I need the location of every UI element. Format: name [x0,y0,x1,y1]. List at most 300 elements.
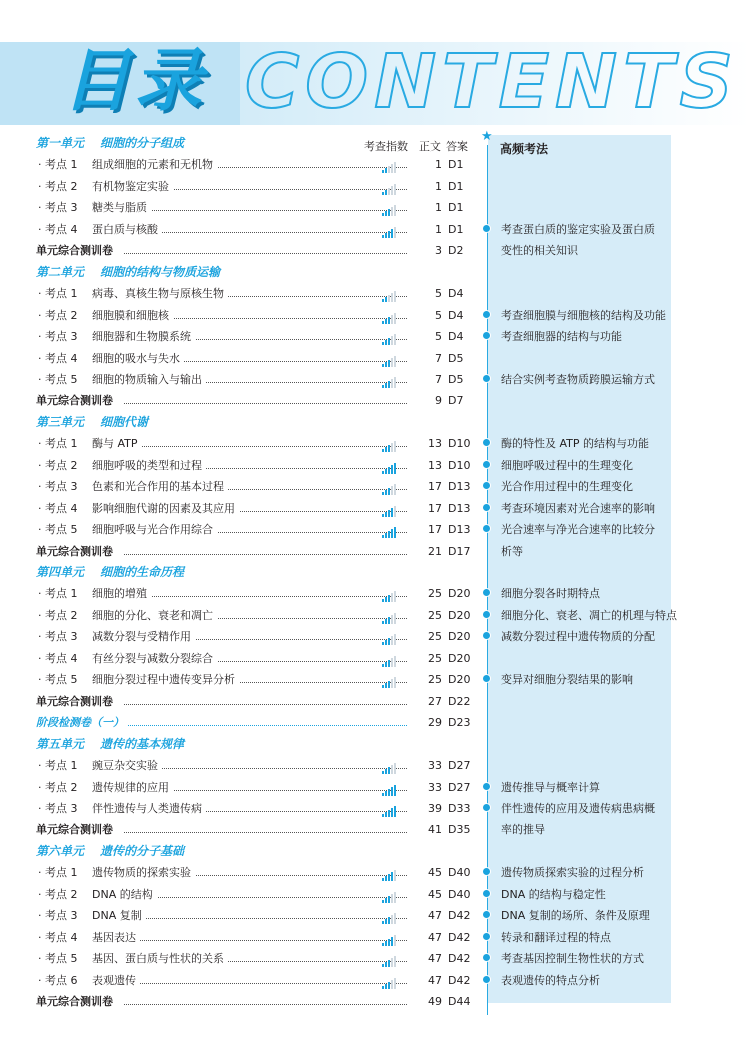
review-title: 单元综合测训卷 [36,819,117,840]
toc-item[interactable] [32,905,472,926]
topic-name: 影响细胞代谢的因素及其应用 [92,498,239,519]
answer-page: D33 [448,801,471,815]
difficulty-bar [388,638,390,645]
bullet-dot-icon [482,224,491,233]
unit-number: 第三单元 [36,414,85,429]
answer-page: D10 [448,437,471,451]
note-text: 酶的特性及 ATP 的结构与功能 [501,437,650,451]
difficulty-bar [391,336,393,345]
toc-item[interactable] [32,862,472,883]
note-text: 细胞呼吸过程中的生理变化 [501,458,633,472]
difficulty-bar [388,317,390,324]
dot-leader [124,554,407,555]
answer-page: D20 [448,608,471,622]
difficulty-bar [391,229,393,238]
unit-title: 细胞代谢 [100,414,149,429]
toc-item[interactable] [32,219,472,240]
toc-item[interactable] [32,348,472,369]
difficulty-bars-icon [382,290,400,302]
page-number: 25 [428,587,442,601]
col-text: 正文 [419,140,441,153]
unit-review-row[interactable] [32,240,472,261]
topic-label: · 考点 1 [38,158,78,172]
topic-note [482,583,672,604]
difficulty-bar [391,486,393,495]
topic-label: · 考点 4 [38,501,78,515]
toc-item[interactable] [32,970,472,991]
topic-name: 基因、蛋白质与性状的关系 [92,948,228,969]
difficulty-bar [388,488,390,495]
note-text: 光合作用过程中的生理变化 [501,480,633,494]
difficulty-bar [391,765,393,774]
topic-name: 组成细胞的元素和无机物 [92,154,217,175]
difficulty-bar [385,233,387,238]
topic-note [482,219,672,262]
difficulty-bars-icon [382,483,400,495]
star-icon: ★ [481,129,493,144]
difficulty-bar [391,443,393,452]
topic-name: 细胞呼吸与光合作用综合 [92,519,217,540]
unit-review-row[interactable] [32,819,472,840]
difficulty-bar [385,362,387,367]
title-english: CONTENTS [245,39,739,125]
page-number: 29 [428,716,442,730]
topic-label: · 考点 3 [38,480,78,494]
unit-review-row[interactable] [32,691,472,712]
page-number: 9 [435,394,442,408]
difficulty-bar [382,535,384,538]
toc-item[interactable] [32,455,472,476]
unit-title: 遗传的分子基础 [100,843,185,858]
difficulty-bar [382,771,384,774]
page-number: 13 [428,437,442,451]
topic-name: 有丝分裂与减数分裂综合 [92,648,217,669]
difficulty-bar [388,896,390,903]
unit-title: 细胞的生命历程 [100,565,185,579]
difficulty-bar [394,527,396,538]
difficulty-bar [382,492,384,495]
topic-label: · 考点 2 [38,458,78,472]
answer-page: D13 [448,480,471,494]
toc-item[interactable] [32,626,472,647]
toc-item[interactable] [32,369,472,390]
note-text: 伴性遗传的应用及遗传病患病概 [501,801,655,815]
answer-page: D27 [448,759,471,773]
difficulty-bars-icon [382,762,400,774]
page-number: 25 [428,673,442,687]
toc-item[interactable] [32,326,472,347]
difficulty-bars-icon [382,955,400,967]
note-text: 遗传推导与概率计算 [501,780,600,794]
page-number: 5 [435,330,442,344]
topic-label: · 考点 6 [38,973,78,987]
difficulty-bar [388,982,390,989]
note-text: 考查蛋白质的鉴定实验及蛋白质 [501,222,655,236]
topic-label: · 考点 3 [38,201,78,215]
review-title: 单元综合测训卷 [36,390,117,411]
difficulty-bar [394,356,396,367]
difficulty-bar [394,656,396,667]
bullet-dot-icon [482,932,491,941]
topic-note [482,455,672,476]
difficulty-bar [382,342,384,345]
topic-label: · 考点 4 [38,222,78,236]
topic-name: DNA 的结构 [92,884,157,905]
toc-item[interactable] [32,154,472,175]
answer-page: D1 [448,179,464,193]
unit-title: 遗传的基本规律 [100,736,185,751]
difficulty-bar [391,636,393,645]
unit-heading [32,562,472,583]
dot-leader [124,704,407,705]
topic-name: 细胞呼吸的类型和过程 [92,455,206,476]
difficulty-bar [391,315,393,324]
difficulty-bars-icon [382,204,400,216]
difficulty-bar [394,291,396,302]
page-number: 49 [428,995,442,1008]
topic-name: 豌豆杂交实验 [92,755,162,776]
difficulty-bar [385,469,387,474]
difficulty-bars-icon [382,161,400,173]
difficulty-bar [388,338,390,345]
toc-item[interactable] [32,498,472,519]
topic-label: · 考点 1 [38,287,78,301]
difficulty-bar [385,662,387,667]
answer-page: D42 [448,973,471,987]
bullet-dot-icon [482,331,491,340]
difficulty-bar [388,381,390,388]
topic-label: · 考点 3 [38,630,78,644]
topic-name: 减数分裂与受精作用 [92,626,195,647]
difficulty-bar [385,447,387,452]
answer-page: D23 [448,716,471,730]
difficulty-bar [388,467,390,474]
difficulty-bar [394,334,396,345]
topic-label: · 考点 1 [38,587,78,601]
topic-label: · 考点 4 [38,930,78,944]
difficulty-bars-icon [382,891,400,903]
bullet-dot-icon [482,481,491,490]
difficulty-bar [382,793,384,796]
stage-test-row[interactable] [32,712,472,733]
difficulty-bar [382,192,384,195]
toc-item[interactable] [32,669,472,690]
bullet-dot-icon [482,610,491,619]
answer-page: D1 [448,222,464,236]
difficulty-bar [385,597,387,602]
difficulty-bar [391,787,393,796]
difficulty-bar [382,364,384,367]
note-text: 析等 [501,544,523,558]
difficulty-bar [394,613,396,624]
page-number: 39 [428,801,442,815]
bullet-dot-icon [482,310,491,319]
toc-item[interactable] [32,798,472,819]
difficulty-bar [394,506,396,517]
difficulty-bar [385,876,387,881]
difficulty-bar [382,514,384,517]
toc-item[interactable] [32,305,472,326]
topic-note [482,970,672,991]
difficulty-bar [388,295,390,302]
topic-note [482,798,672,841]
toc-item[interactable] [32,197,472,218]
difficulty-bars-icon [382,805,400,817]
topic-label: · 考点 2 [38,887,78,901]
difficulty-bars-icon [382,612,400,624]
topic-name: 细胞的物质输入与输出 [92,369,206,390]
note-text: 变异对细胞分裂结果的影响 [501,673,633,687]
answer-page: D40 [448,887,471,901]
topic-name: 细胞的增殖 [92,583,151,604]
toc-item[interactable] [32,927,472,948]
difficulty-bars-icon [382,376,400,388]
toc-item[interactable] [32,476,472,497]
difficulty-bar [385,297,387,302]
difficulty-bar [388,789,390,796]
unit-heading [32,262,472,283]
difficulty-bar [394,441,396,452]
answer-page: D2 [448,244,464,258]
toc-item[interactable] [32,948,472,969]
answer-page: D42 [448,909,471,923]
topic-label: · 考点 1 [38,759,78,773]
difficulty-bar [394,184,396,195]
page-number: 33 [428,780,442,794]
topic-label: · 考点 5 [38,673,78,687]
toc-item[interactable] [32,519,472,540]
difficulty-bar [394,785,396,796]
difficulty-bar [391,379,393,388]
col-answer: 答案 [446,140,468,153]
difficulty-bar [394,463,396,474]
answer-page: D20 [448,630,471,644]
answer-page: D35 [448,823,471,837]
note-text: 细胞分化、衰老、凋亡的机理与特点 [501,608,677,622]
bullet-dot-icon [482,953,491,962]
difficulty-bar [385,512,387,517]
note-text: 遗传物质探索实验的过程分析 [501,866,644,880]
toc-item[interactable] [32,755,472,776]
bullet-dot-icon [482,867,491,876]
difficulty-bar [385,812,387,817]
difficulty-bar [388,810,390,817]
page-number: 3 [435,244,442,258]
topic-label: · 考点 1 [38,866,78,880]
page-number: 1 [435,158,442,172]
answer-page: D40 [448,866,471,880]
topic-note [482,326,672,347]
review-title: 单元综合测训卷 [36,991,117,1012]
page-number: 47 [428,973,442,987]
toc-item[interactable] [32,777,472,798]
difficulty-bar [388,939,390,946]
toc-item[interactable] [32,884,472,905]
panel-title: 高频考法 [500,142,549,156]
topic-label: · 考点 4 [38,651,78,665]
note-text: 考查环境因素对光合速率的影响 [501,501,655,515]
topic-name: 细胞器和生物膜系统 [92,326,195,347]
difficulty-bar [382,385,384,388]
bullet-dot-icon [482,975,491,984]
toc-item[interactable] [32,283,472,304]
note-text: 率的推导 [501,823,545,837]
topic-name: 病毒、真核生物与原核生物 [92,283,228,304]
unit-number: 第五单元 [36,736,85,751]
topic-note [482,777,672,798]
difficulty-bar [382,964,384,967]
difficulty-bar [382,599,384,602]
difficulty-bar [394,377,396,388]
difficulty-bars-icon [382,934,400,946]
topic-note [482,669,672,690]
difficulty-bar [394,935,396,946]
topic-label: · 考点 2 [38,179,78,193]
difficulty-bar [394,677,396,688]
difficulty-bar [385,640,387,645]
difficulty-bars-icon [382,633,400,645]
difficulty-bar [388,445,390,452]
difficulty-bar [394,978,396,989]
title-chinese: 目录 [62,42,207,121]
difficulty-bar [394,806,396,817]
topic-note [482,498,672,519]
toc-item[interactable] [32,176,472,197]
toc-item[interactable] [32,648,472,669]
unit-review-row[interactable] [32,390,472,411]
answer-page: D13 [448,501,471,515]
difficulty-bar [391,808,393,817]
page-number: 27 [428,694,442,708]
topic-name: 遗传规律的应用 [92,777,173,798]
page-number: 17 [428,480,442,494]
difficulty-bars-icon [382,505,400,517]
bullet-dot-icon [482,438,491,447]
answer-page: D27 [448,780,471,794]
answer-page: D20 [448,651,471,665]
page-number: 45 [428,866,442,880]
topic-label: · 考点 2 [38,608,78,622]
difficulty-bar [394,591,396,602]
difficulty-bar [388,595,390,602]
difficulty-bar [391,937,393,946]
difficulty-bar [382,921,384,924]
page-number: 47 [428,909,442,923]
answer-page: D5 [448,372,464,386]
page-number: 5 [435,287,442,301]
difficulty-bar [382,664,384,667]
difficulty-bar [388,510,390,517]
difficulty-bar [388,767,390,774]
difficulty-bar [394,763,396,774]
page-number: 45 [428,887,442,901]
unit-review-row[interactable] [32,991,472,1012]
difficulty-bar [391,958,393,967]
difficulty-bar [391,164,393,173]
answer-page: D4 [448,330,464,344]
bullet-dot-icon [482,460,491,469]
topic-name: 基因表达 [92,927,140,948]
difficulty-bar [394,484,396,495]
difficulty-bars-icon [382,869,400,881]
topic-note [482,862,672,883]
page-number: 17 [428,523,442,537]
difficulty-bar [385,383,387,388]
difficulty-bar [391,679,393,688]
page-number: 47 [428,930,442,944]
unit-number: 第一单元 [36,136,85,150]
difficulty-bar [388,960,390,967]
difficulty-bars-icon [382,355,400,367]
difficulty-bar [385,683,387,688]
review-title: 单元综合测训卷 [36,240,117,261]
difficulty-bar [394,892,396,903]
answer-page: D10 [448,458,471,472]
dot-leader [124,1004,407,1005]
difficulty-bar [385,319,387,324]
difficulty-bar [391,915,393,924]
topic-name: 遗传物质的探索实验 [92,862,195,883]
unit-review-row[interactable] [32,541,472,562]
review-title: 单元综合测训卷 [36,691,117,712]
difficulty-bar [385,168,387,173]
topic-label: · 考点 2 [38,308,78,322]
difficulty-bar [391,872,393,881]
page-number: 17 [428,501,442,515]
dot-leader [124,253,407,254]
difficulty-bar [382,900,384,903]
difficulty-bar [385,898,387,903]
page-number: 41 [428,823,442,837]
topic-label: · 考点 5 [38,952,78,966]
note-text: 转录和翻译过程的特点 [501,930,611,944]
toc-item[interactable] [32,583,472,604]
bullet-dot-icon [482,910,491,919]
unit-number: 第六单元 [36,843,85,858]
topic-label: · 考点 4 [38,351,78,365]
page-number: 1 [435,179,442,193]
difficulty-bar [382,321,384,324]
topic-name: DNA 复制 [92,905,146,926]
difficulty-bar [385,791,387,796]
difficulty-bar [391,358,393,367]
page-number: 1 [435,222,442,236]
answer-page: D7 [448,394,464,408]
unit-title: 细胞的分子组成 [100,136,185,150]
difficulty-bar [385,941,387,946]
difficulty-bar [385,984,387,989]
unit-title: 细胞的结构与物质运输 [100,264,221,279]
page-number: 21 [428,544,442,558]
toc-item[interactable] [32,605,472,626]
difficulty-bar [388,681,390,688]
difficulty-bar [391,207,393,216]
topic-note [482,605,677,626]
topic-note [482,476,672,497]
difficulty-bar [388,166,390,173]
topic-note [482,927,672,948]
difficulty-bar [394,913,396,924]
page-number: 33 [428,759,442,773]
bullet-dot-icon [482,503,491,512]
difficulty-bar [391,658,393,667]
answer-page: D13 [448,523,471,537]
topic-name: 细胞膜和细胞核 [92,305,173,326]
difficulty-bars-icon [382,590,400,602]
toc-item[interactable] [32,433,472,454]
topic-label: · 考点 5 [38,523,78,537]
topic-name: 表观遗传 [92,970,140,991]
